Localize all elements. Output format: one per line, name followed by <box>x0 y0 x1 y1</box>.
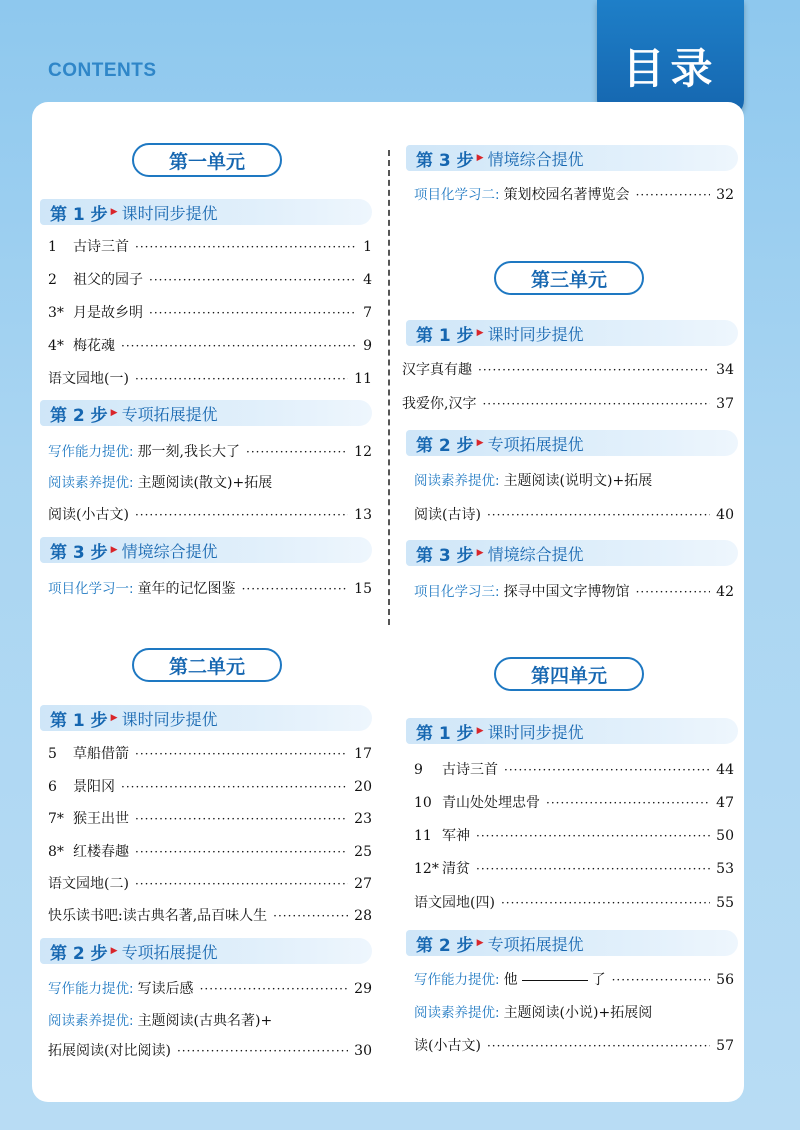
step-3-header <box>406 540 738 566</box>
entry-page: 23 <box>354 811 372 827</box>
entry-number: 3* <box>48 305 64 321</box>
step-2-header <box>40 938 372 964</box>
entry-title: 我爱你,汉字 <box>402 396 477 412</box>
entry-title: 汉字真有趣 <box>402 362 472 378</box>
leader-dots <box>135 747 348 761</box>
entry-page: 17 <box>354 746 372 762</box>
toc-entry[interactable] <box>48 368 372 390</box>
entry-page: 7 <box>363 305 372 321</box>
entry-number: 5 <box>48 746 57 762</box>
leader-dots <box>487 508 710 522</box>
leader-dots <box>476 829 710 843</box>
leader-dots <box>636 188 711 202</box>
step-name: 课时同步提优 <box>487 324 584 344</box>
step-label: 第 2 步 <box>50 943 108 964</box>
entry-number: 10 <box>414 795 432 811</box>
leader-dots <box>121 339 357 353</box>
toc-entry[interactable] <box>48 335 372 357</box>
entry-number: 2 <box>48 272 57 288</box>
fill-in-blank <box>522 980 588 981</box>
step-2-header <box>406 930 738 956</box>
step-arrow-icon: ▶ <box>476 548 484 558</box>
entry-title: 语文园地(二) <box>48 876 129 892</box>
unit-title-3: 第三单元 <box>494 261 644 295</box>
toc-entry[interactable] <box>48 841 372 863</box>
entry-category: 项目化学习三: <box>414 584 500 600</box>
toc-entry[interactable] <box>48 743 372 765</box>
entry-number: 7* <box>48 811 64 827</box>
step-name: 课时同步提优 <box>121 709 218 729</box>
step-label: 第 1 步 <box>50 204 108 225</box>
table-of-contents-tab <box>597 0 744 118</box>
entry-number: 1 <box>48 239 57 255</box>
entry-page: 50 <box>716 828 734 844</box>
leader-dots <box>121 780 348 794</box>
entry-title: 主题阅读(说明文)+拓展 <box>503 473 653 489</box>
entry-title-end: 了 <box>591 972 606 988</box>
leader-dots <box>273 909 348 923</box>
entry-page: 44 <box>716 762 734 778</box>
entry-number: 11 <box>414 828 432 844</box>
leader-dots <box>636 585 711 599</box>
step-1-header <box>40 199 372 225</box>
entry-category: 写作能力提优: <box>414 972 500 988</box>
entry-title: 写读后感 <box>137 981 194 997</box>
step-arrow-icon: ▶ <box>476 938 484 948</box>
step-arrow-icon: ▶ <box>110 545 118 555</box>
toc-entry[interactable] <box>48 808 372 830</box>
entry-page: 15 <box>354 581 372 597</box>
entry-page: 37 <box>716 396 734 412</box>
toc-entry[interactable] <box>48 577 372 599</box>
step-arrow-icon: ▶ <box>476 438 484 448</box>
step-arrow-icon: ▶ <box>110 946 118 956</box>
toc-entry-continued[interactable] <box>414 504 734 526</box>
entry-page: 56 <box>716 972 734 988</box>
leader-dots <box>149 273 357 287</box>
unit-title-4: 第四单元 <box>494 657 644 691</box>
leader-dots <box>135 812 348 826</box>
entry-title: 阅读(小古文) <box>48 507 129 523</box>
step-label: 第 1 步 <box>416 723 474 744</box>
toc-entry[interactable] <box>48 905 372 927</box>
step-3-header <box>406 145 738 171</box>
step-2-header <box>406 430 738 456</box>
entry-page: 32 <box>716 187 734 203</box>
toc-entry[interactable] <box>48 977 372 999</box>
entry-number: 6 <box>48 779 57 795</box>
leader-dots <box>482 397 710 411</box>
entry-title: 主题阅读(古典名著)+ <box>137 1013 273 1029</box>
step-1-header <box>406 718 738 744</box>
leader-dots <box>246 445 348 459</box>
toc-entry-continued[interactable] <box>414 1035 734 1057</box>
step-name: 情境综合提优 <box>487 149 584 169</box>
step-name: 专项拓展提优 <box>487 934 584 954</box>
leader-dots <box>504 763 710 777</box>
step-label: 第 1 步 <box>50 710 108 731</box>
toc-entry[interactable] <box>48 302 372 324</box>
step-name: 情境综合提优 <box>487 544 584 564</box>
entry-title: 梅花魂 <box>73 338 115 354</box>
entry-page: 27 <box>354 876 372 892</box>
entry-title: 探寻中国文字博物馆 <box>503 584 630 600</box>
entry-page: 11 <box>354 371 372 387</box>
step-name: 专项拓展提优 <box>487 434 584 454</box>
entry-title: 语文园地(一) <box>48 371 129 387</box>
entry-page: 55 <box>716 895 734 911</box>
entry-number: 8* <box>48 844 64 860</box>
entry-page: 30 <box>354 1043 372 1059</box>
entry-title: 语文园地(四) <box>414 895 495 911</box>
step-arrow-icon: ▶ <box>110 713 118 723</box>
entry-title: 祖父的园子 <box>73 272 143 288</box>
entry-page: 57 <box>716 1038 734 1054</box>
entry-title: 主题阅读(小说)+拓展阅 <box>503 1005 653 1021</box>
step-3-header <box>40 537 372 563</box>
unit-title-1: 第一单元 <box>132 143 282 177</box>
leader-dots <box>200 982 349 996</box>
step-name: 课时同步提优 <box>487 722 584 742</box>
step-name: 专项拓展提优 <box>121 404 218 424</box>
leader-dots <box>177 1044 348 1058</box>
entry-page: 47 <box>716 795 734 811</box>
entry-title: 月是故乡明 <box>73 305 143 321</box>
toc-entry-continued[interactable] <box>48 504 372 526</box>
entry-page: 13 <box>354 507 372 523</box>
step-label: 第 3 步 <box>416 545 474 566</box>
entry-title: 古诗三首 <box>73 239 129 255</box>
entry-title: 猴王出世 <box>73 811 129 827</box>
entry-category: 阅读素养提优: <box>48 1013 134 1029</box>
leader-dots <box>476 862 710 876</box>
step-label: 第 3 步 <box>416 150 474 171</box>
leader-dots <box>478 363 710 377</box>
step-label: 第 1 步 <box>416 325 474 346</box>
entry-number: 9 <box>414 762 423 778</box>
toc-entry[interactable] <box>414 1001 734 1023</box>
toc-entry[interactable] <box>414 469 734 491</box>
leader-dots <box>149 306 357 320</box>
toc-entry[interactable] <box>414 580 734 602</box>
entry-title: 那一刻,我长大了 <box>137 444 241 460</box>
entry-page: 40 <box>716 507 734 523</box>
step-1-header <box>406 320 738 346</box>
entry-category: 写作能力提优: <box>48 981 134 997</box>
entry-title: 红楼春趣 <box>73 844 129 860</box>
step-label: 第 2 步 <box>50 405 108 426</box>
unit-title-2: 第二单元 <box>132 648 282 682</box>
toc-entry[interactable] <box>48 1009 372 1031</box>
step-name: 课时同步提优 <box>121 203 218 223</box>
entry-page: 1 <box>363 239 372 255</box>
step-name: 专项拓展提优 <box>121 942 218 962</box>
toc-entry[interactable] <box>414 759 734 781</box>
step-arrow-icon: ▶ <box>110 207 118 217</box>
entry-title: 快乐读书吧:读古典名著,品百味人生 <box>48 908 268 924</box>
entry-title: 阅读(古诗) <box>414 507 481 523</box>
step-arrow-icon: ▶ <box>110 408 118 418</box>
step-1-header <box>40 705 372 731</box>
column-divider <box>388 150 390 625</box>
leader-dots <box>135 877 348 891</box>
leader-dots <box>501 896 710 910</box>
entry-page: 53 <box>716 861 734 877</box>
toc-entry[interactable] <box>414 968 734 990</box>
toc-entry[interactable] <box>48 236 372 258</box>
toc-entry[interactable] <box>414 183 734 205</box>
entry-category: 项目化学习一: <box>48 581 134 597</box>
entry-category: 阅读素养提优: <box>48 475 134 491</box>
entry-page: 42 <box>716 584 734 600</box>
toc-entry[interactable] <box>402 359 734 381</box>
contents-label: CONTENTS <box>48 60 157 81</box>
entry-title: 古诗三首 <box>442 762 498 778</box>
leader-dots <box>135 240 357 254</box>
toc-entry[interactable] <box>48 873 372 895</box>
entry-page: 12 <box>354 444 372 460</box>
entry-title: 景阳冈 <box>73 779 115 795</box>
step-arrow-icon: ▶ <box>476 328 484 338</box>
toc-entry[interactable] <box>402 393 734 415</box>
step-label: 第 3 步 <box>50 542 108 563</box>
leader-dots <box>242 582 349 596</box>
entry-title: 草船借箭 <box>73 746 129 762</box>
entry-number: 4* <box>48 338 64 354</box>
entry-title-start: 他 <box>503 972 518 988</box>
entry-number: 12* <box>414 861 439 877</box>
toc-entry[interactable] <box>48 776 372 798</box>
toc-entry[interactable] <box>414 825 734 847</box>
entry-title: 拓展阅读(对比阅读) <box>48 1043 171 1059</box>
entry-title: 清贫 <box>442 861 470 877</box>
entry-page: 9 <box>363 338 372 354</box>
step-name: 情境综合提优 <box>121 541 218 561</box>
toc-entry[interactable] <box>48 440 372 462</box>
toc-entry[interactable] <box>414 858 734 880</box>
leader-dots <box>135 508 348 522</box>
leader-dots <box>135 845 348 859</box>
step-2-header <box>40 400 372 426</box>
entry-page: 34 <box>716 362 734 378</box>
step-label: 第 2 步 <box>416 435 474 456</box>
step-label: 第 2 步 <box>416 935 474 956</box>
entry-title: 军神 <box>442 828 470 844</box>
entry-category: 写作能力提优: <box>48 444 134 460</box>
toc-entry[interactable] <box>414 792 734 814</box>
entry-page: 4 <box>363 272 372 288</box>
entry-category: 阅读素养提优: <box>414 473 500 489</box>
leader-dots <box>612 973 711 987</box>
entry-category: 阅读素养提优: <box>414 1005 500 1021</box>
entry-title: 童年的记忆图鉴 <box>137 581 236 597</box>
entry-title: 读(小古文) <box>414 1038 481 1054</box>
entry-title: 策划校园名著博览会 <box>503 187 630 203</box>
entry-title: 青山处处埋忠骨 <box>442 795 540 811</box>
leader-dots <box>546 796 710 810</box>
toc-entry[interactable] <box>48 269 372 291</box>
entry-title: 主题阅读(散文)+拓展 <box>137 475 273 491</box>
leader-dots <box>135 372 348 386</box>
step-arrow-icon: ▶ <box>476 153 484 163</box>
entry-category: 项目化学习二: <box>414 187 500 203</box>
entry-page: 25 <box>354 844 372 860</box>
mulu-title: 目录 <box>622 44 719 93</box>
toc-entry[interactable] <box>48 471 372 493</box>
entry-page: 28 <box>354 908 372 924</box>
entry-page: 29 <box>354 981 372 997</box>
entry-page: 20 <box>354 779 372 795</box>
toc-entry[interactable] <box>414 892 734 914</box>
toc-entry-continued[interactable] <box>48 1040 372 1062</box>
step-arrow-icon: ▶ <box>476 726 484 736</box>
leader-dots <box>487 1039 710 1053</box>
